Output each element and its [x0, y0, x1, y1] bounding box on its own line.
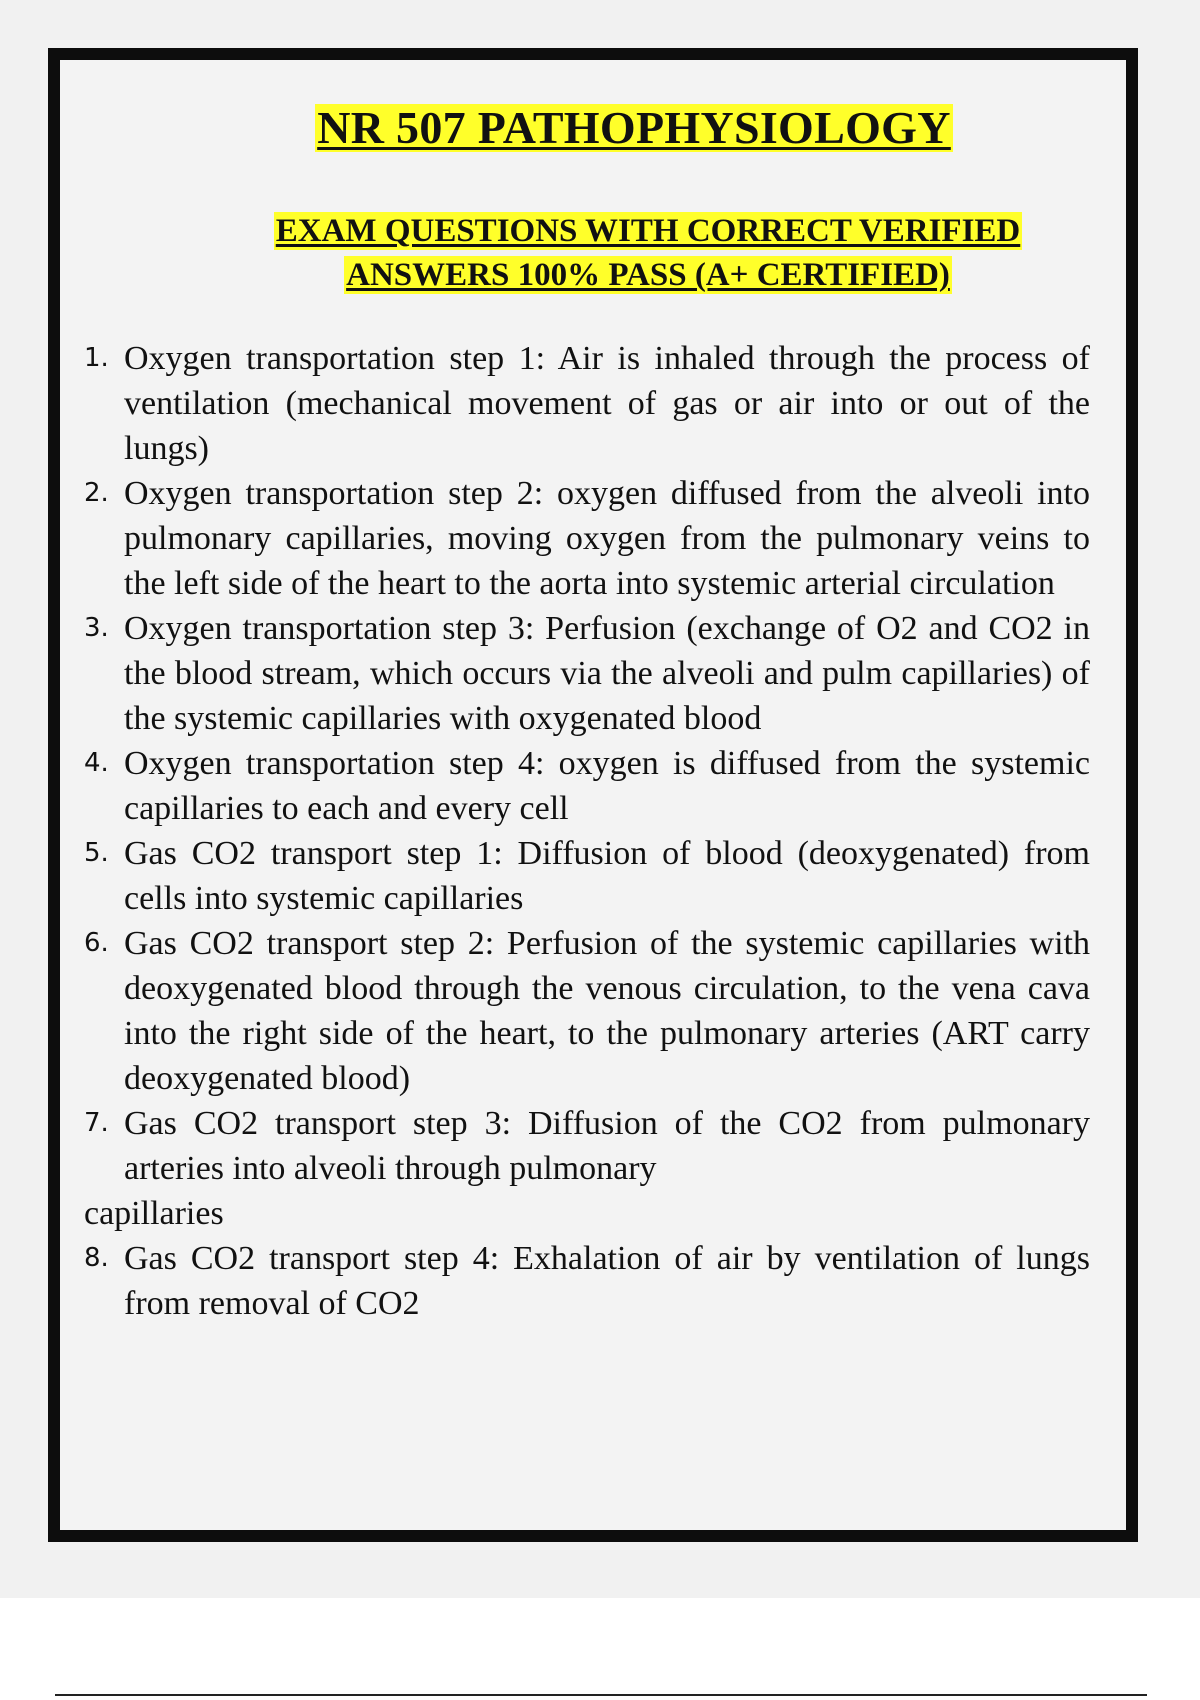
subtitle-line-2: ANSWERS 100% PASS (A+ CERTIFIED)	[346, 257, 950, 293]
subtitle-block	[96, 212, 1200, 294]
item-number: 2.	[84, 478, 109, 508]
item-text: Gas CO2 transport step 1: Diffusion of blood (deoxygenated) from cells into systemic capillaries	[124, 835, 1090, 917]
footer-divider	[55, 1694, 1147, 1696]
list-item	[84, 606, 1090, 741]
list-item	[84, 831, 1090, 921]
subtitle-line-1: EXAM QUESTIONS WITH CORRECT VERIFIED	[275, 213, 1021, 249]
title-block	[0, 104, 1200, 152]
item-text: Oxygen transportation step 4: oxygen is diffused from the systemic capillaries to each and every cell	[124, 745, 1090, 827]
item-number: 7.	[84, 1108, 109, 1138]
question-list	[84, 336, 1090, 1326]
list-item	[84, 1101, 1090, 1236]
item-text: Gas CO2 transport step 3: Diffusion of the CO2 from pulmonary arteries into alveoli through pulmonary	[124, 1105, 1090, 1187]
item-text: Gas CO2 transport step 4: Exhalation of air by ventilation of lungs from removal of CO2	[124, 1240, 1090, 1322]
item-number: 1.	[84, 343, 109, 373]
item-text: Oxygen transportation step 3: Perfusion (exchange of O2 and CO2 in the blood stream, which occurs via the alveoli and pulm capillaries) of the systemic capillaries with oxygenated blood	[124, 610, 1090, 737]
item-text: Oxygen transportation step 1: Air is inhaled through the process of ventilation (mechanical movement of gas or air into or out of the lungs)	[124, 340, 1090, 467]
list-item	[84, 1236, 1090, 1326]
item-text-continuation: capillaries	[84, 1195, 224, 1232]
item-number: 3.	[84, 613, 109, 643]
list-item	[84, 921, 1090, 1101]
list-item	[84, 471, 1090, 606]
item-number: 8.	[84, 1243, 109, 1273]
item-number: 5.	[84, 838, 109, 868]
item-text: Gas CO2 transport step 2: Perfusion of the systemic capillaries with deoxygenated blood through the venous circulation, to the vena cava into the right side of the heart, to the pulmonary arteries (ART carry deoxygenated blood)	[124, 925, 1090, 1097]
item-text: Oxygen transportation step 2: oxygen diffused from the alveoli into pulmonary capillaries, moving oxygen from the pulmonary veins to the left side of the heart to the aorta into systemic arterial circulation	[124, 475, 1090, 602]
item-number: 4.	[84, 748, 109, 778]
list-item	[84, 741, 1090, 831]
list-item	[84, 336, 1090, 471]
document-title: NR 507 PATHOPHYSIOLOGY	[317, 102, 951, 153]
item-number: 6.	[84, 928, 109, 958]
